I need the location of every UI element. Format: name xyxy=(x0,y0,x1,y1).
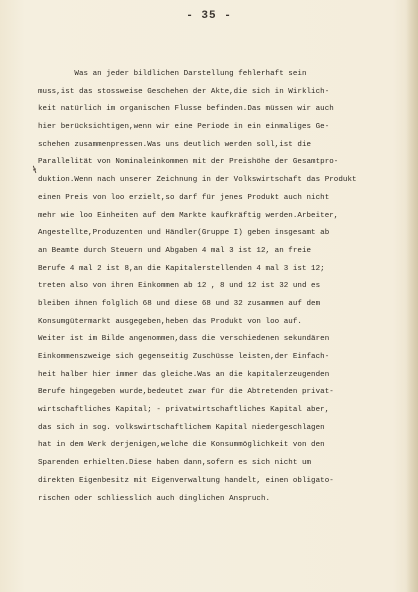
text-line: schehen zusammenpressen.Was uns deutlich werden soll,ist die xyxy=(38,140,312,149)
text-line: das sich in sog. volkswirtschaftlichem Kapital niedergeschlagen xyxy=(38,423,325,432)
text-line: heit halber hier immer das gleiche.Was an die kapitalerzeugenden xyxy=(38,370,330,379)
text-line: Weiter ist im Bilde angenommen,dass die verschiedenen sekundären xyxy=(38,335,330,344)
text-line: rischen oder schliesslich auch dinglichen Anspruch. xyxy=(38,494,271,503)
page-number: - 35 - xyxy=(186,10,232,22)
text-line: einen Preis von loo erzielt,so darf für jenes Produkt auch nicht xyxy=(38,193,330,202)
text-line: bleiben ihnen folglich 68 und diese 68 und 32 zusammen auf dem xyxy=(38,299,321,308)
text-line: Sparenden erhielten.Diese haben dann,sofern es sich nicht um xyxy=(38,459,312,468)
text-line: treten also von ihren Einkommen ab 12 , 8 und 12 ist 32 und es xyxy=(38,282,321,291)
text-line: Was an jeder bildlichen Darstellung fehlerhaft sein xyxy=(38,70,307,78)
text-line: hat in dem Werk derjenigen,welche die Konsummöglichkeit von den xyxy=(38,441,325,450)
text-line: direkten Eigenbesitz mit Eigenverwaltung handelt, einen obligato- xyxy=(38,476,334,485)
text-line: Angestellte,Produzenten und Händler(Gruppe I) geben insgesamt ab xyxy=(38,229,330,238)
text-line: an Beamte durch Steuern und Abgaben 4 mal 3 ist 12, an freie xyxy=(38,246,312,255)
text-line: hier berücksichtigen,wenn wir eine Periode in ein einmaliges Ge- xyxy=(38,123,330,132)
text-line: Berufe 4 mal 2 ist 8,an die Kapitalerstellenden 4 mal 3 ist 12; xyxy=(38,264,325,273)
text-line: wirtschaftliches Kapital; - privatwirtschaftliches Kapital aber, xyxy=(38,406,330,415)
text-line: mehr wie loo Einheiten auf dem Markte kaufkräftig werden.Arbeiter, xyxy=(38,211,339,220)
text-line: Berufe hingegeben wurde,bedeutet zwar für die Abtretenden privat- xyxy=(38,388,334,397)
text-line: keit natürlich im organischen Flusse befinden.Das müssen wir auch xyxy=(38,105,334,114)
text-line: Konsumgütermarkt ausgegeben,heben das Produkt von loo auf. xyxy=(38,317,302,326)
text-line: Einkommenszweige sich gegenseitig Zuschüsse leisten,der Einfach- xyxy=(38,353,330,361)
text-line: muss,ist das stossweise Geschehen der Akte,die sich in Wirklich- xyxy=(38,87,330,96)
text-line: duktion.Wenn nach unserer Zeichnung in der Volkswirtschaft das Produkt xyxy=(38,176,357,185)
body-text xyxy=(38,66,384,508)
handwritten-mark: ɫ xyxy=(31,164,39,177)
page-edge xyxy=(406,0,418,592)
text-line: Parallelität von Nominaleinkommen mit der Preishöhe der Gesamtpro- xyxy=(38,158,339,167)
